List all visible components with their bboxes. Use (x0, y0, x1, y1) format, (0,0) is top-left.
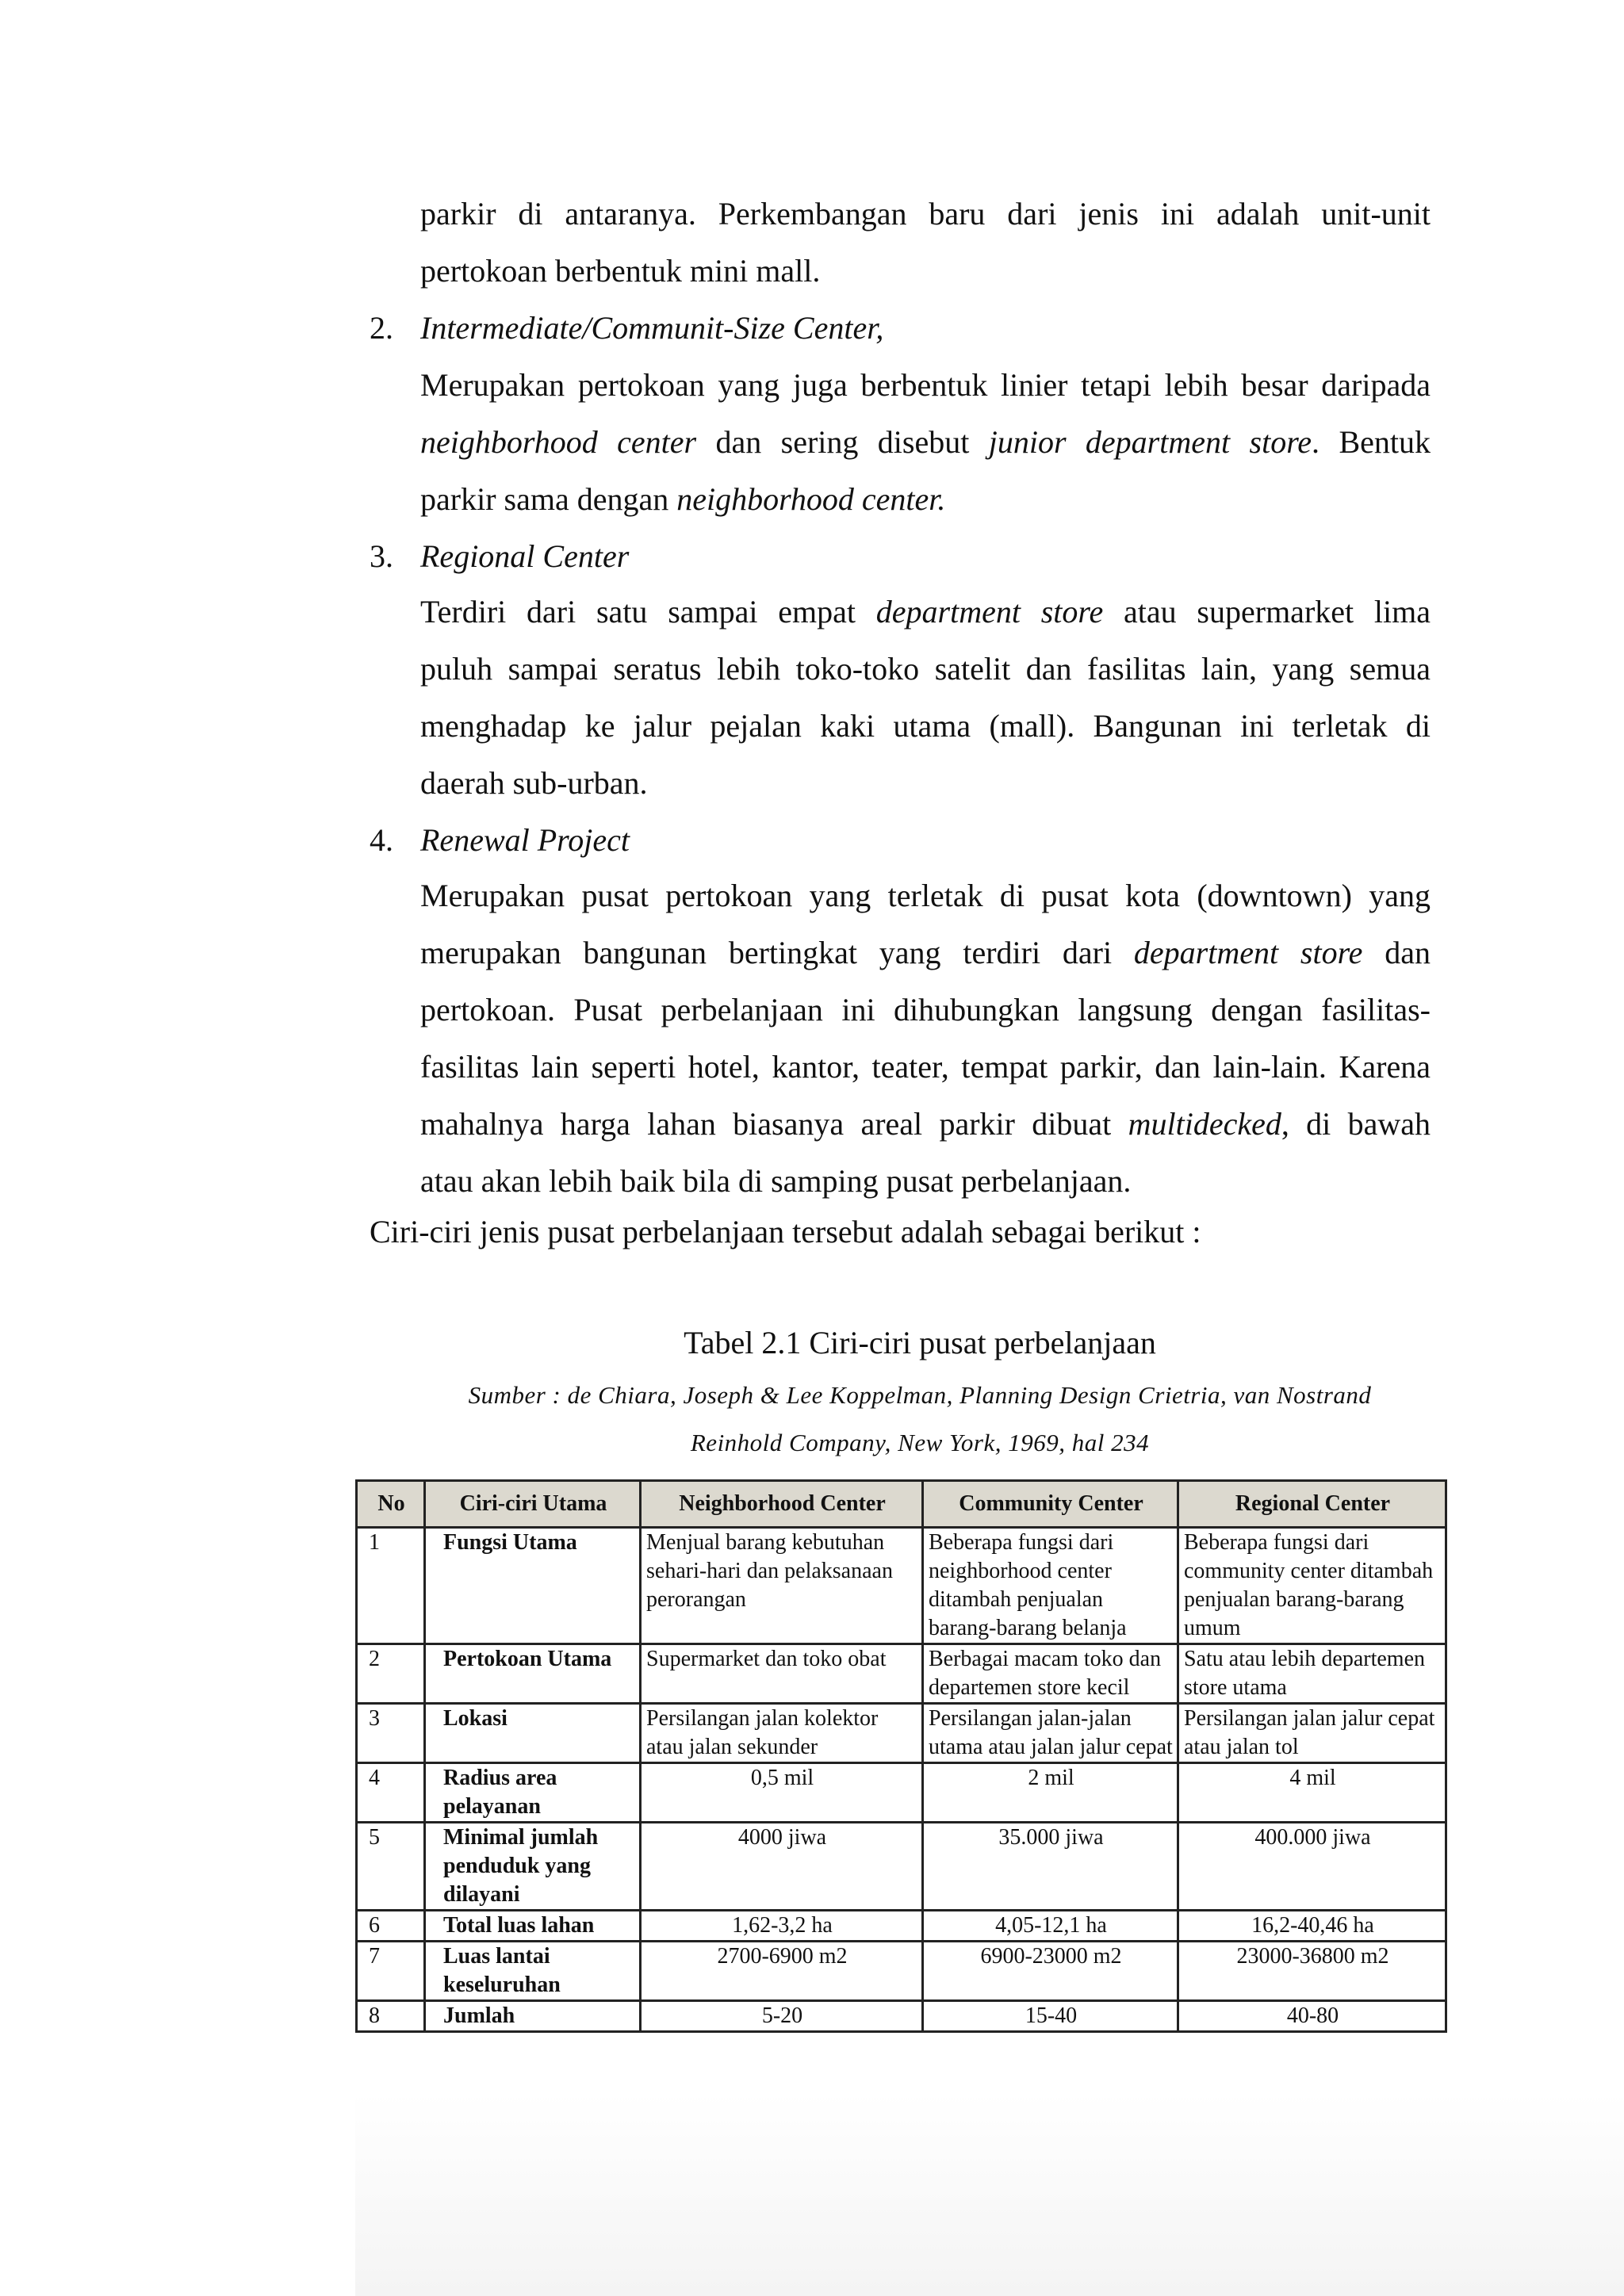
cell-community: 6900-23000 m2 (923, 1942, 1178, 2001)
cell-regional: Persilangan jalan jalur cepat atau jalan tol (1178, 1704, 1446, 1763)
body-line: pertokoan berbentuk mini mall. (420, 253, 821, 289)
list-item-title: Regional Center (420, 538, 630, 574)
body-text: mahalnya harga lahan biasanya areal parkir dibuat (420, 1106, 1128, 1142)
cell-regional: 400.000 jiwa (1178, 1823, 1446, 1911)
header-community-center: Community Center (923, 1481, 1178, 1528)
cell-community: 15-40 (923, 2001, 1178, 2032)
cell-no: 4 (357, 1763, 425, 1823)
table-row (357, 1528, 1446, 1644)
cell-community: 2 mil (923, 1763, 1178, 1823)
list-number: 3. (370, 538, 393, 574)
cell-regional: 4 mil (1178, 1763, 1446, 1823)
body-text: Terdiri dari satu sampai empat (420, 594, 876, 629)
header-ciri-utama: Ciri-ciri Utama (425, 1481, 641, 1528)
emphasis-text: neighborhood center (420, 424, 697, 460)
cell-regional: 40-80 (1178, 2001, 1446, 2032)
cell-community: Berbagai macam toko dan departemen store kecil (923, 1644, 1178, 1704)
body-line: menghadap ke jalur pejalan kaki utama (mall). Bangunan ini terletak di (420, 708, 1431, 744)
header-no: No (357, 1481, 425, 1528)
table-row (357, 1942, 1446, 2001)
cell-neighborhood: Supermarket dan toko obat (641, 1644, 923, 1704)
body-text: atau supermarket lima (1103, 594, 1431, 629)
list-number: 2. (370, 310, 393, 346)
emphasis-text: neighborhood center. (676, 481, 946, 517)
table-row (357, 2001, 1446, 2032)
cell-ciri: Lokasi (425, 1704, 641, 1763)
scan-shadow (355, 2093, 1624, 2296)
body-text: . Bentuk (1312, 424, 1431, 460)
body-line: daerah sub-urban. (420, 765, 648, 801)
cell-neighborhood: 0,5 mil (641, 1763, 923, 1823)
cell-no: 7 (357, 1942, 425, 2001)
table-row (357, 1763, 1446, 1823)
cell-community: Persilangan jalan-jalan utama atau jalan jalur cepat (923, 1704, 1178, 1763)
body-line (420, 593, 1431, 631)
table-row (357, 1704, 1446, 1763)
body-line: Ciri-ciri jenis pusat perbelanjaan tersebut adalah sebagai berikut : (370, 1214, 1201, 1249)
cell-ciri: Fungsi Utama (425, 1528, 641, 1644)
table-row (357, 1823, 1446, 1911)
list-item-title: Intermediate/Communit-Size Center, (420, 310, 884, 346)
cell-community: 4,05-12,1 ha (923, 1911, 1178, 1942)
cell-community: 35.000 jiwa (923, 1823, 1178, 1911)
table-row (357, 1911, 1446, 1942)
body-text: merupakan bangunan bertingkat yang terdiri dari (420, 935, 1134, 970)
body-line (420, 1105, 1431, 1143)
body-line: atau akan lebih baik bila di samping pusat perbelanjaan. (420, 1163, 1132, 1199)
cell-no: 5 (357, 1823, 425, 1911)
body-line (420, 934, 1431, 972)
list-number: 4. (370, 822, 393, 858)
cell-ciri: Total luas lahan (425, 1911, 641, 1942)
emphasis-text: department store (875, 594, 1104, 629)
body-text: dan sering disebut (696, 424, 989, 460)
cell-ciri: Jumlah (425, 2001, 641, 2032)
list-item-title: Renewal Project (420, 822, 630, 858)
body-line (420, 423, 1431, 461)
cell-neighborhood: 5-20 (641, 2001, 923, 2032)
table-row (357, 1644, 1446, 1704)
cell-ciri: Luas lantai keseluruhan (425, 1942, 641, 2001)
body-line: fasilitas lain seperti hotel, kantor, teater, tempat parkir, dan lain-lain. Karena (420, 1049, 1431, 1085)
cell-ciri: Radius area pelayanan (425, 1763, 641, 1823)
body-text: , di bawah (1281, 1106, 1431, 1142)
table-title: Tabel 2.1 Ciri-ciri pusat perbelanjaan (684, 1325, 1156, 1360)
emphasis-text: department store (1133, 935, 1363, 970)
header-neighborhood-center: Neighborhood Center (641, 1481, 923, 1528)
body-text: parkir sama dengan (420, 481, 677, 517)
cell-no: 6 (357, 1911, 425, 1942)
cell-no: 2 (357, 1644, 425, 1704)
cell-ciri: Pertokoan Utama (425, 1644, 641, 1704)
cell-no: 3 (357, 1704, 425, 1763)
body-line: puluh sampai seratus lebih toko-toko satelit dan fasilitas lain, yang semua (420, 651, 1431, 687)
table-header-row (357, 1481, 1446, 1528)
cell-ciri: Minimal jumlah penduduk yang dilayani (425, 1823, 641, 1911)
body-line: Merupakan pusat pertokoan yang terletak di pusat kota (downtown) yang (420, 878, 1431, 913)
body-line: pertokoan. Pusat perbelanjaan ini dihubungkan langsung dengan fasilitas- (420, 992, 1431, 1027)
cell-neighborhood: 2700-6900 m2 (641, 1942, 923, 2001)
emphasis-text: multidecked (1128, 1106, 1281, 1142)
cell-regional: Satu atau lebih departemen store utama (1178, 1644, 1446, 1704)
cell-community: Beberapa fungsi dari neighborhood center ditambah penjualan barang-barang belanja (923, 1528, 1178, 1644)
cell-no: 8 (357, 2001, 425, 2032)
body-line (420, 480, 945, 519)
table-source-line: Reinhold Company, New York, 1969, hal 234 (690, 1429, 1150, 1456)
cell-regional: 23000-36800 m2 (1178, 1942, 1446, 2001)
cell-neighborhood: Persilangan jalan kolektor atau jalan sekunder (641, 1704, 923, 1763)
body-text: dan (1362, 935, 1431, 970)
characteristics-table (355, 1479, 1447, 2033)
cell-neighborhood: 4000 jiwa (641, 1823, 923, 1911)
emphasis-text: junior department store (988, 424, 1312, 460)
body-line: parkir di antaranya. Perkembangan baru dari jenis ini adalah unit-unit (420, 196, 1431, 232)
cell-neighborhood: Menjual barang kebutuhan sehari-hari dan pelaksanaan perorangan (641, 1528, 923, 1644)
table-source-line: Sumber : de Chiara, Joseph & Lee Koppelman, Planning Design Crietria, van Nostrand (468, 1381, 1372, 1409)
body-line: Merupakan pertokoan yang juga berbentuk linier tetapi lebih besar daripada (420, 367, 1431, 403)
cell-neighborhood: 1,62-3,2 ha (641, 1911, 923, 1942)
cell-regional: Beberapa fungsi dari community center ditambah penjualan barang-barang umum (1178, 1528, 1446, 1644)
cell-regional: 16,2-40,46 ha (1178, 1911, 1446, 1942)
header-regional-center: Regional Center (1178, 1481, 1446, 1528)
cell-no: 1 (357, 1528, 425, 1644)
